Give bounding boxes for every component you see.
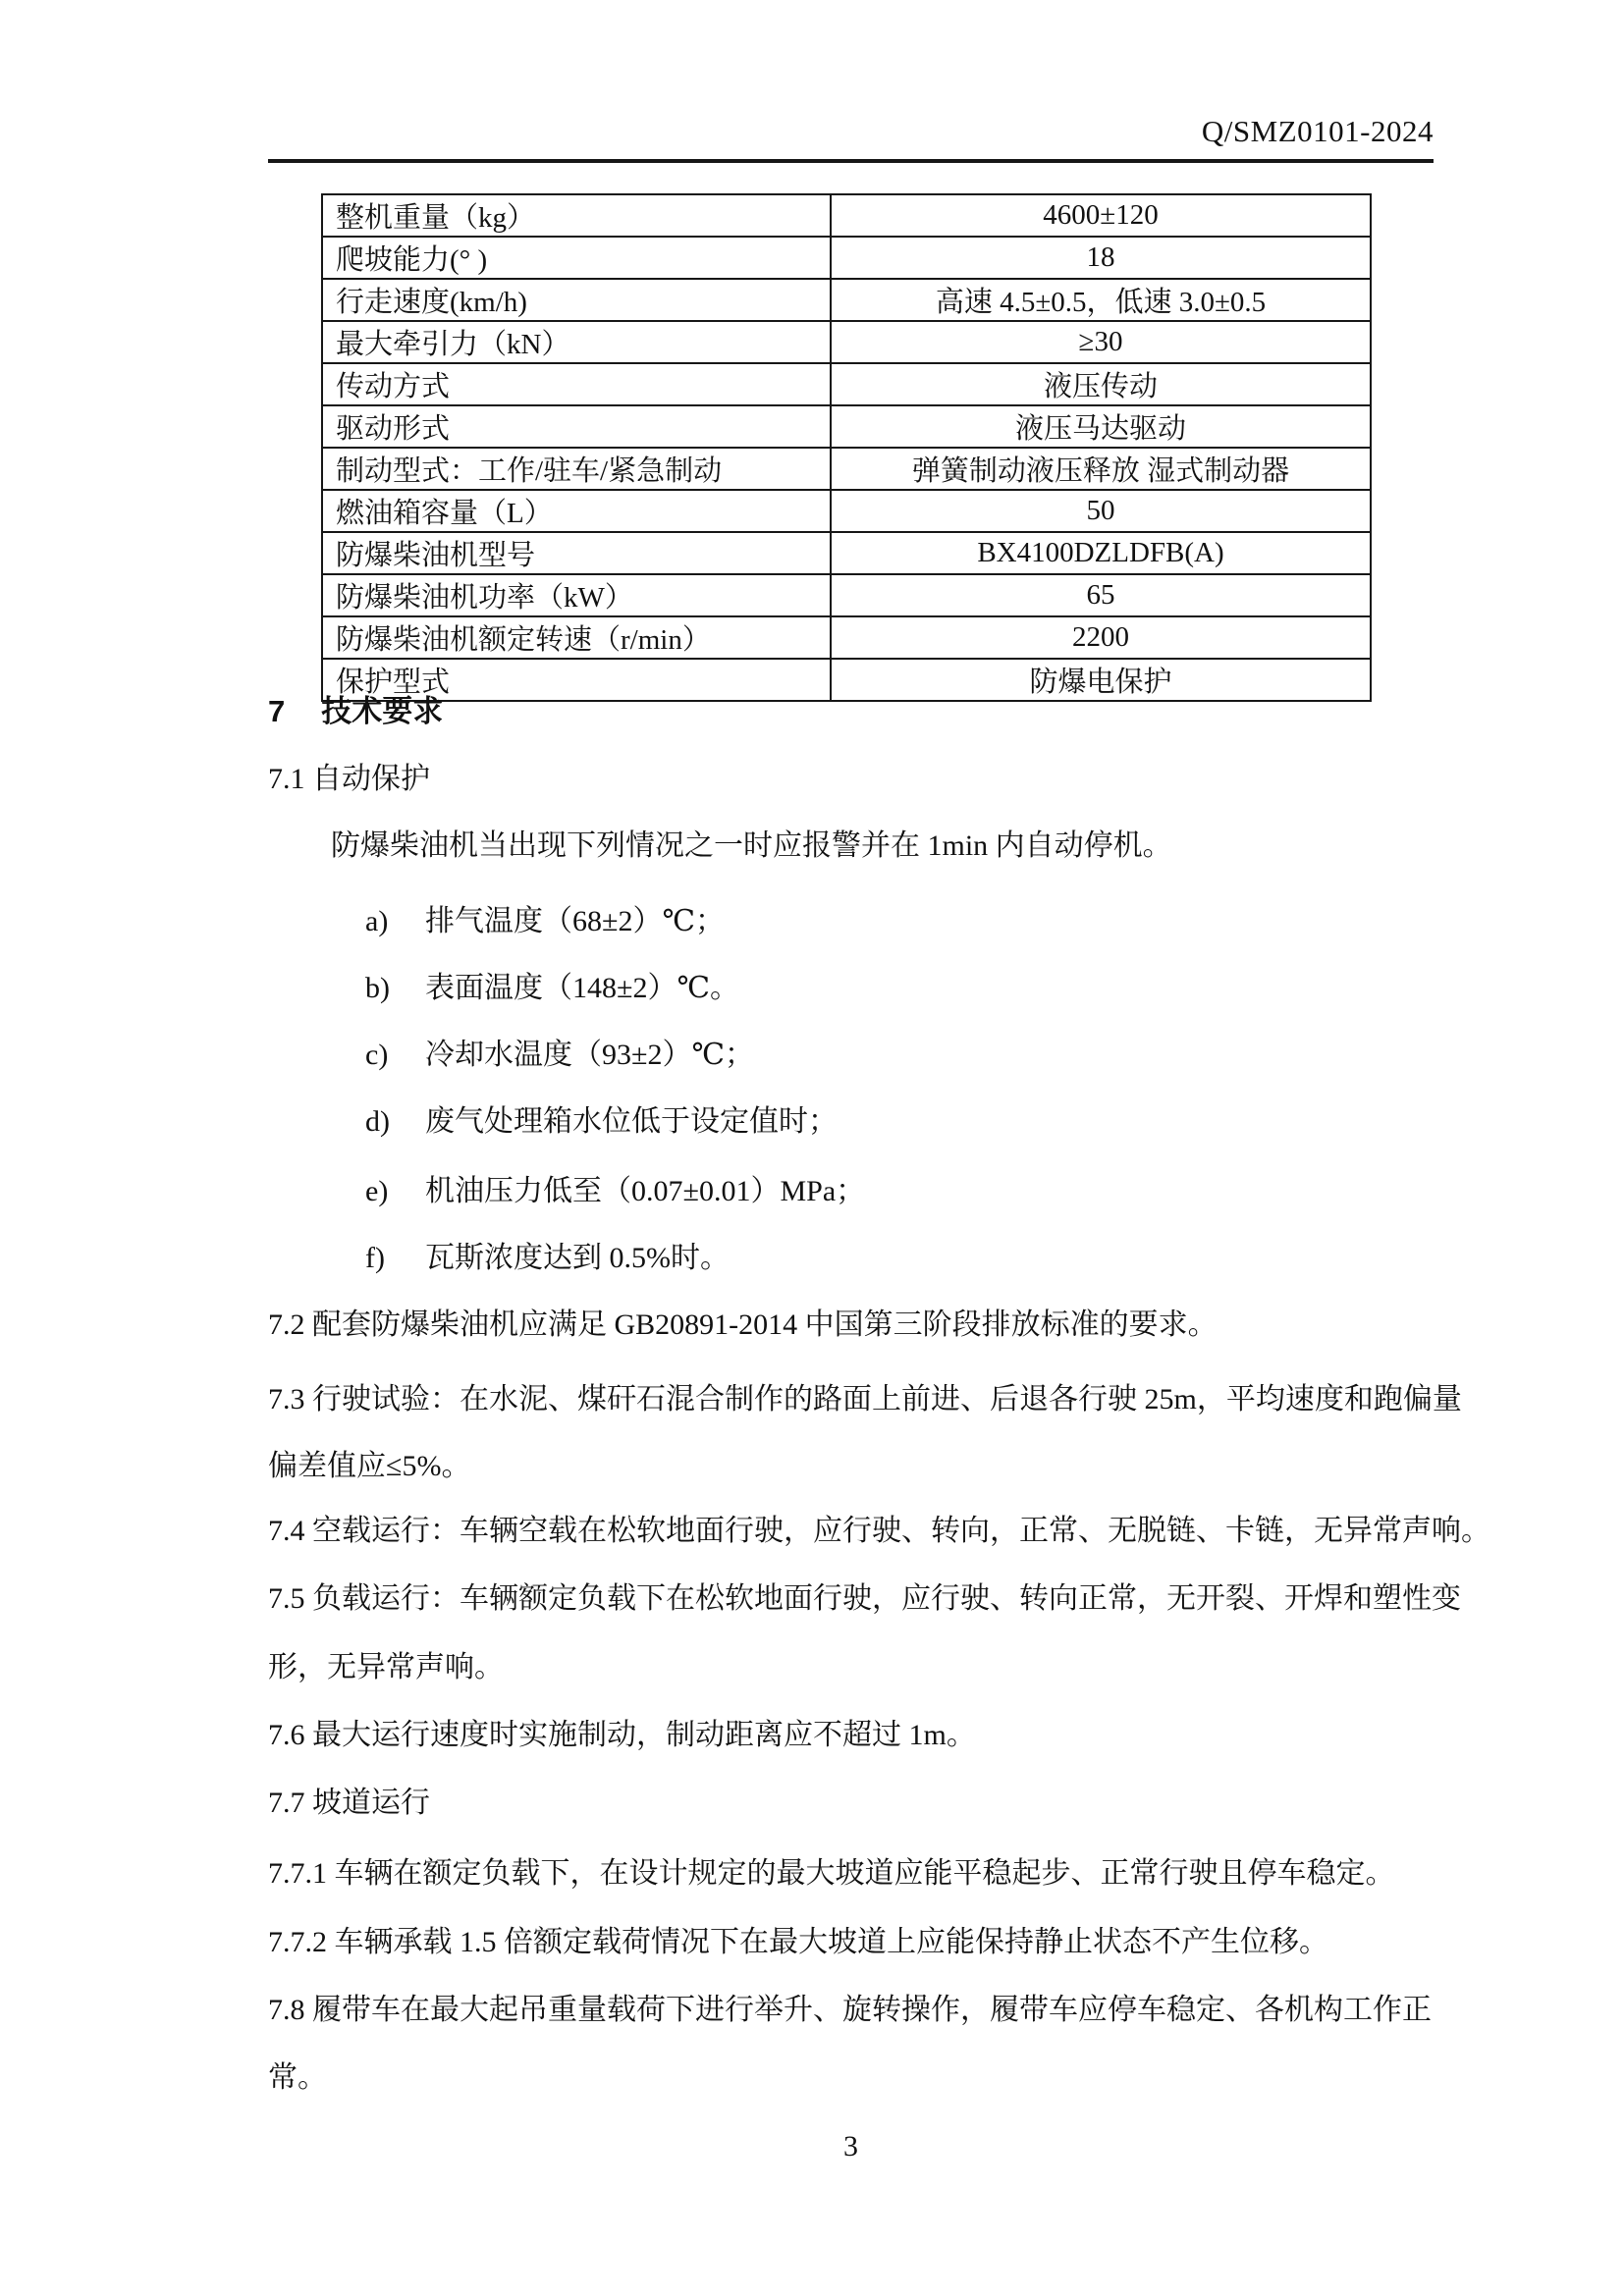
section-7-7-1: 7.7.1 车辆在额定负载下，在设计规定的最大坡道应能平稳起步、正常行驶且停车稳定。 bbox=[268, 1857, 1395, 1890]
spec-label: 燃油箱容量（L） bbox=[322, 490, 831, 532]
list-item-f bbox=[268, 1241, 1434, 1276]
spec-label: 爬坡能力(° ) bbox=[322, 237, 831, 279]
section-7-5-line1: 7.5 负载运行：车辆额定负载下在松软地面行驶，应行驶、转向正常，无开裂、开焊和塑性变 bbox=[268, 1582, 1461, 1615]
list-item-d bbox=[268, 1104, 1434, 1140]
list-item-label: b) bbox=[365, 972, 390, 1004]
spec-label: 驱动形式 bbox=[322, 405, 831, 448]
spec-label: 最大牵引力（kN） bbox=[322, 321, 831, 363]
spec-label: 防爆柴油机额定转速（r/min） bbox=[322, 616, 831, 659]
section-7-7-2: 7.7.2 车辆承载 1.5 倍额定载荷情况下在最大坡道上应能保持静止状态不产生位移。 bbox=[268, 1926, 1328, 1958]
section-7-3-line1: 7.3 行驶试验：在水泥、煤矸石混合制作的路面上前进、后退各行驶 25m，平均速度和跑偏量 bbox=[268, 1383, 1462, 1415]
section-7-7: 7.7 坡道运行 bbox=[268, 1787, 430, 1819]
spec-value: 高速 4.5±0.5，低速 3.0±0.5 bbox=[831, 279, 1371, 321]
list-item-label: d) bbox=[365, 1105, 390, 1138]
section-7-4: 7.4 空载运行：车辆空载在松软地面行驶，应行驶、转向，正常、无脱链、卡链，无异常声响。 bbox=[268, 1515, 1490, 1547]
list-item-c bbox=[268, 1038, 1434, 1073]
page-number: 3 bbox=[843, 2130, 858, 2163]
list-item-text: 排气温度（68±2）℃； bbox=[425, 905, 726, 937]
spec-value: 65 bbox=[831, 574, 1371, 616]
spec-value: 50 bbox=[831, 490, 1371, 532]
section-7-1-intro: 防爆柴油机当出现下列情况之一时应报警并在 1min 内自动停机。 bbox=[331, 829, 1172, 862]
section-7-1-title: 7.1 自动保护 bbox=[268, 763, 430, 795]
spec-label: 行走速度(km/h) bbox=[322, 279, 831, 321]
spec-value: 防爆电保护 bbox=[831, 659, 1371, 701]
spec-label: 保护型式 bbox=[322, 659, 831, 701]
table-row bbox=[322, 490, 1371, 532]
table-row bbox=[322, 237, 1371, 279]
list-item-text: 瓦斯浓度达到 0.5%时。 bbox=[425, 1242, 730, 1274]
section-7-3-line2: 偏差值应≤5%。 bbox=[268, 1450, 471, 1482]
spec-value: 液压传动 bbox=[831, 363, 1371, 405]
list-item-text: 表面温度（148±2）℃。 bbox=[425, 972, 740, 1004]
section-heading bbox=[268, 694, 1434, 729]
header-rule bbox=[268, 159, 1434, 163]
doc-code: Q/SMZ0101-2024 bbox=[1201, 114, 1434, 148]
table-row bbox=[322, 448, 1371, 490]
section-7-5-line2: 形，无异常声响。 bbox=[268, 1651, 504, 1683]
section-7-8-line1: 7.8 履带车在最大起吊重量载荷下进行举升、旋转操作，履带车应停车稳定、各机构工作正 bbox=[268, 1994, 1432, 2026]
spec-value: 4600±120 bbox=[831, 194, 1371, 237]
spec-value: 2200 bbox=[831, 616, 1371, 659]
section-heading-number: 7 bbox=[268, 694, 286, 728]
list-item-label: f) bbox=[365, 1242, 385, 1274]
spec-label: 传动方式 bbox=[322, 363, 831, 405]
spec-label: 制动型式：工作/驻车/紧急制动 bbox=[322, 448, 831, 490]
list-item-label: c) bbox=[365, 1039, 389, 1071]
list-item-text: 冷却水温度（93±2）℃； bbox=[425, 1039, 755, 1071]
list-item-e bbox=[268, 1174, 1434, 1209]
spec-value: 18 bbox=[831, 237, 1371, 279]
spec-label: 防爆柴油机型号 bbox=[322, 532, 831, 574]
table-row bbox=[322, 532, 1371, 574]
list-item-b bbox=[268, 971, 1434, 1006]
section-7-6: 7.6 最大运行速度时实施制动，制动距离应不超过 1m。 bbox=[268, 1719, 976, 1751]
spec-value: ≥30 bbox=[831, 321, 1371, 363]
spec-label: 整机重量（kg） bbox=[322, 194, 831, 237]
list-item-a bbox=[268, 904, 1434, 939]
section-7-2: 7.2 配套防爆柴油机应满足 GB20891-2014 中国第三阶段排放标准的要求。 bbox=[268, 1308, 1218, 1341]
list-item-label: e) bbox=[365, 1175, 389, 1207]
table-row bbox=[322, 405, 1371, 448]
list-item-text: 废气处理箱水位低于设定值时； bbox=[425, 1105, 838, 1138]
spec-value: 弹簧制动液压释放 湿式制动器 bbox=[831, 448, 1371, 490]
table-row bbox=[322, 616, 1371, 659]
table-row bbox=[322, 279, 1371, 321]
section-heading-title: 技术要求 bbox=[321, 694, 444, 728]
spec-label: 防爆柴油机功率（kW） bbox=[322, 574, 831, 616]
list-item-text: 机油压力低至（0.07±0.01）MPa； bbox=[425, 1175, 866, 1207]
table-row bbox=[322, 321, 1371, 363]
section-7-8-line2: 常。 bbox=[268, 2061, 327, 2094]
table-row bbox=[322, 363, 1371, 405]
spec-value: BX4100DZLDFB(A) bbox=[831, 532, 1371, 574]
table-row bbox=[322, 574, 1371, 616]
table-row bbox=[322, 194, 1371, 237]
list-item-label: a) bbox=[365, 905, 389, 937]
spec-table bbox=[321, 193, 1372, 702]
spec-value: 液压马达驱动 bbox=[831, 405, 1371, 448]
